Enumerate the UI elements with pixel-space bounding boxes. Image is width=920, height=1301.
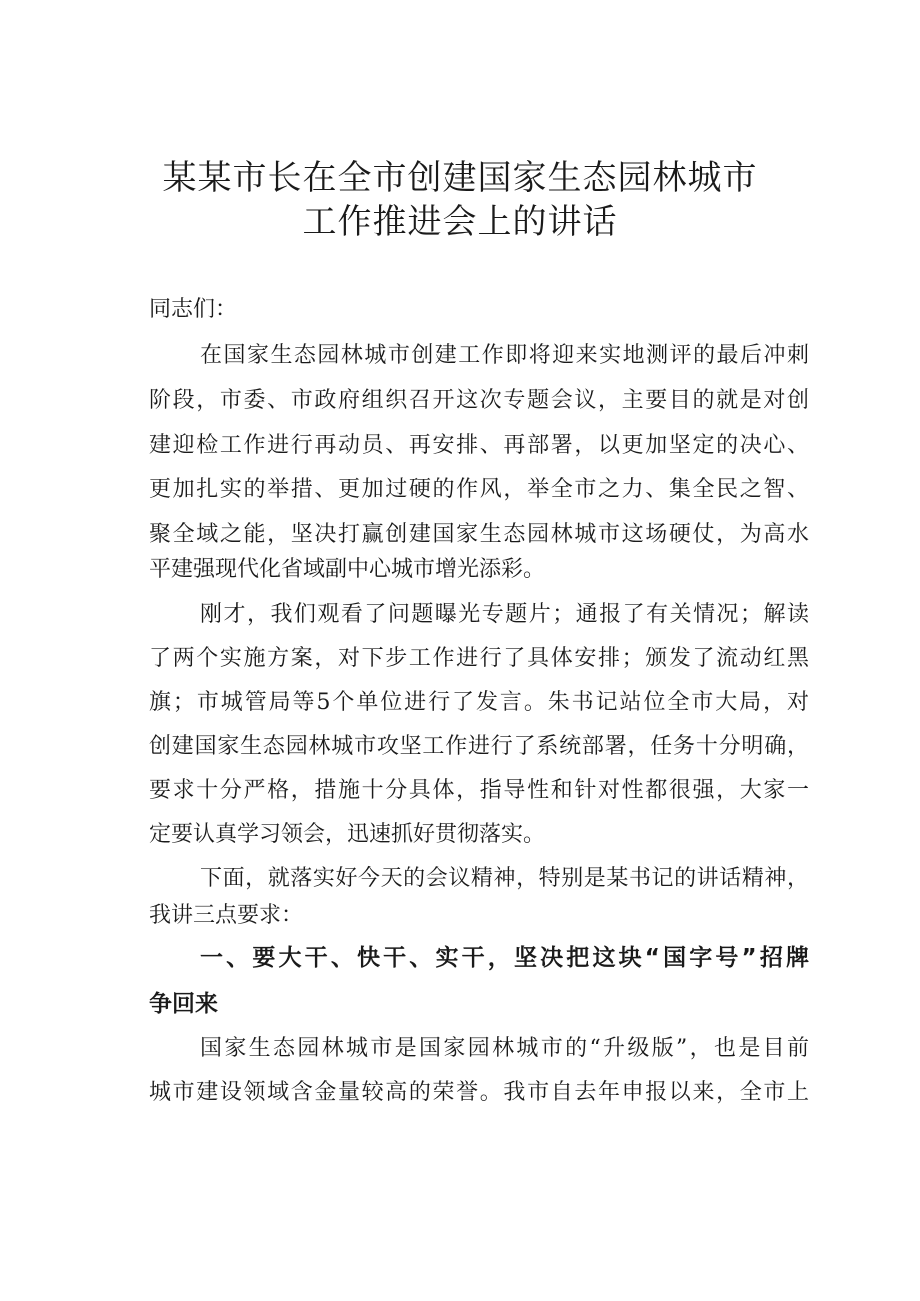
paragraph-3-line-2: 我讲三点要求： [149, 903, 304, 928]
paragraph-2-line-6: 定要认真学习领会，迅速抓好贯彻落实。 [149, 822, 546, 847]
document-title-line-2: 工作推进会上的讲话 [302, 202, 618, 242]
paragraph-2-line-3: 旗；市城管局等5个单位进行了发言。朱书记站位全市大局，对 [149, 690, 809, 715]
section-heading-1-line-2: 争回来 [149, 991, 218, 1017]
paragraph-2-line-1: 刚才，我们观看了问题曝光专题片；通报了有关情况；解读 [200, 602, 809, 627]
paragraph-1-line-3: 建迎检工作进行再动员、再安排、再部署，以更加坚定的决心、 [149, 433, 809, 458]
document-title-line-1: 某某市长在全市创建国家生态园林城市 [162, 158, 758, 198]
paragraph-1-line-5: 聚全域之能，坚决打赢创建国家生态园林城市这场硬仗，为高水 [149, 522, 809, 547]
paragraph-1-line-4: 更加扎实的举措、更加过硬的作风，举全市之力、集全民之智、 [149, 477, 809, 502]
paragraph-4-line-1: 国家生态园林城市是国家园林城市的“升级版”，也是目前 [200, 1036, 809, 1061]
salutation: 同志们： [149, 297, 238, 322]
paragraph-4-line-2: 城市建设领域含金量较高的荣誉。我市自去年申报以来，全市上 [149, 1080, 809, 1105]
paragraph-3-line-1: 下面，就落实好今天的会议精神，特别是某书记的讲话精神， [200, 866, 809, 891]
paragraph-1-line-1: 在国家生态园林城市创建工作即将迎来实地测评的最后冲刺 [200, 343, 809, 368]
paragraph-2-line-4: 创建国家生态园林城市攻坚工作进行了系统部署，任务十分明确， [149, 734, 809, 759]
paragraph-1-line-6: 平建强现代化省域副中心城市增光添彩。 [149, 557, 546, 582]
paragraph-1-line-2: 阶段，市委、市政府组织召开这次专题会议，主要目的就是对创 [149, 388, 809, 413]
section-heading-1-line-1: 一、要大干、快干、实干，坚决把这块“国字号”招牌 [200, 945, 809, 971]
paragraph-2-line-5: 要求十分严格，措施十分具体，指导性和针对性都很强，大家一 [149, 778, 809, 803]
paragraph-2-line-2: 了两个实施方案，对下步工作进行了具体安排；颁发了流动红黑 [149, 646, 809, 671]
